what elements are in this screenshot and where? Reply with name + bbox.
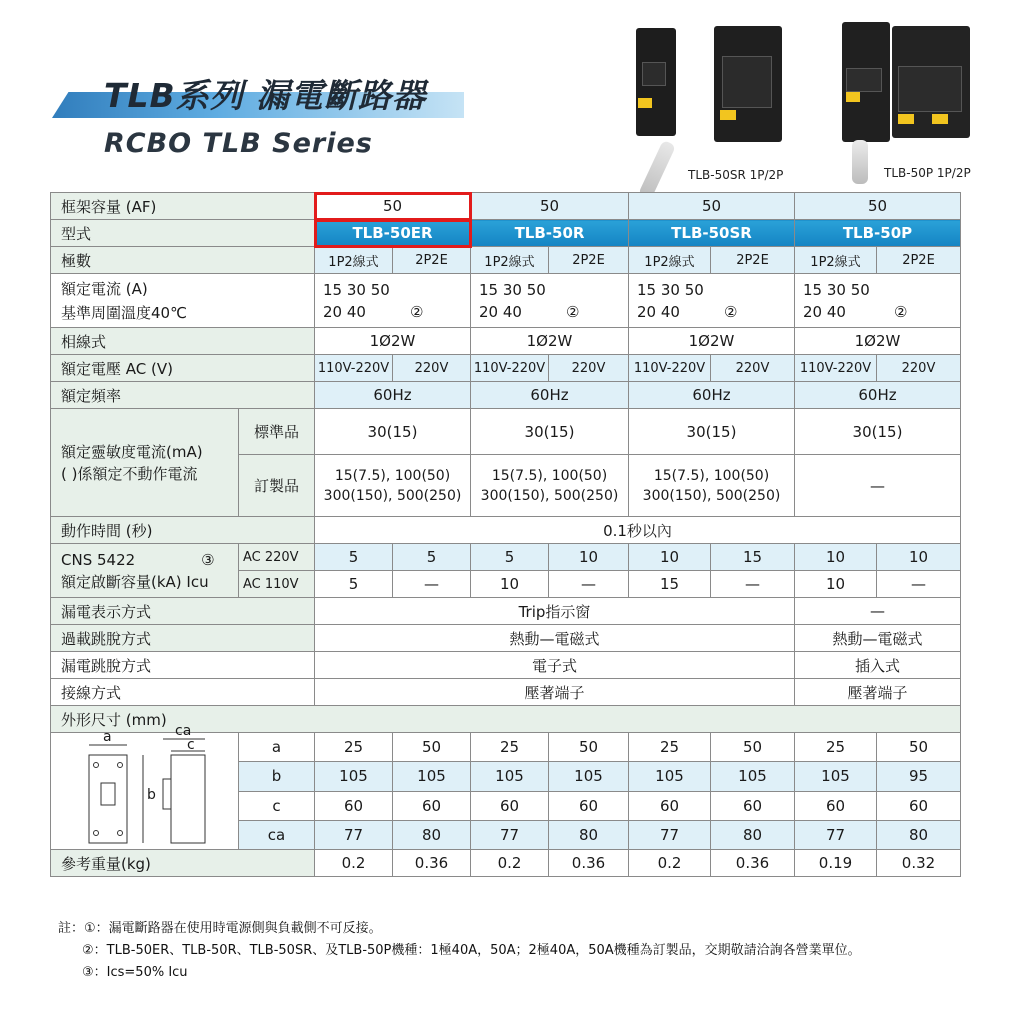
dim-label: 外形尺寸 (mm) (51, 706, 961, 733)
dim-a-value: 25 (629, 733, 711, 762)
poles-label: 極數 (51, 247, 315, 274)
voltage-2p: 220V (549, 355, 629, 382)
row-frame (51, 193, 961, 220)
model-p: TLB-50P (795, 220, 961, 247)
dim-a-value: 50 (711, 733, 795, 762)
dim-a-value: 50 (393, 733, 471, 762)
dim-ca-value: 80 (711, 820, 795, 849)
ac110-value: 10 (471, 571, 549, 598)
pole-2p: 2P2E (393, 247, 471, 274)
ac110-label: AC 110V (239, 571, 315, 598)
frame-value-er: 50 (315, 193, 471, 220)
dim-b-value: 95 (877, 762, 961, 791)
voltage-label: 額定電壓 AC (V) (51, 355, 315, 382)
model-er: TLB-50ER (315, 220, 471, 247)
dim-b-value: 105 (549, 762, 629, 791)
sens-custom-line1: 15(7.5), 100(50) (491, 467, 608, 484)
sens-custom-line2: 300(150), 500(250) (480, 487, 619, 504)
current-values-line1: 15 30 50 (479, 280, 546, 299)
voltage-1p: 110V-220V (471, 355, 549, 382)
page-subtitle: RCBO TLB Series (104, 128, 373, 159)
row-indicator (51, 598, 961, 625)
weight-value: 0.36 (711, 850, 795, 877)
dim-c-value: 60 (315, 791, 393, 820)
dim-c-value: 60 (711, 791, 795, 820)
dim-ca-value: 77 (471, 820, 549, 849)
ac110-value: 10 (795, 571, 877, 598)
dim-a-value: 50 (549, 733, 629, 762)
row-overload (51, 625, 961, 652)
dim-a-value: 25 (471, 733, 549, 762)
page-title: TLB系列 漏電斷路器 (104, 76, 427, 115)
current-label: 額定電流 (A) (61, 279, 148, 298)
freq-value: 60Hz (795, 382, 961, 409)
row-frequency (51, 382, 961, 409)
dim-b-value: 105 (795, 762, 877, 791)
sens-custom-none: — (795, 455, 961, 517)
current-temp-label: 基準周圍溫度40℃ (61, 303, 187, 322)
current-values-line1: 15 30 50 (803, 280, 870, 299)
dim-c-value: 60 (393, 791, 471, 820)
dim-a-value: 25 (795, 733, 877, 762)
weight-value: 0.2 (315, 850, 393, 877)
current-values-line2: 20 40 (637, 302, 680, 321)
row-sens-std (51, 409, 961, 455)
sens-std-value: 30(15) (315, 409, 471, 455)
row-weight (51, 850, 961, 877)
time-label: 動作時間 (秒) (51, 517, 315, 544)
voltage-1p: 110V-220V (629, 355, 711, 382)
ac220-value: 10 (795, 544, 877, 571)
voltage-2p: 220V (877, 355, 961, 382)
dim-c-value: 60 (549, 791, 629, 820)
model-r: TLB-50R (471, 220, 629, 247)
row-wiring (51, 679, 961, 706)
phase-value: 1Ø2W (629, 328, 795, 355)
wiring-value: 壓著端子 (315, 679, 795, 706)
dim-c-value: 60 (629, 791, 711, 820)
phase-label: 相線式 (51, 328, 315, 355)
sens-std-value: 30(15) (471, 409, 629, 455)
phase-value: 1Ø2W (471, 328, 629, 355)
overload-value-p: 熱動—電磁式 (795, 625, 961, 652)
product-image-50p-1p (842, 22, 890, 142)
dim-ca-value: 80 (393, 820, 471, 849)
leak-trip-value: 電子式 (315, 652, 795, 679)
pole-2p: 2P2E (877, 247, 961, 274)
ac110-value: — (877, 571, 961, 598)
voltage-1p: 110V-220V (795, 355, 877, 382)
dim-key-ca: ca (239, 820, 315, 849)
dim-ca-value: 77 (629, 820, 711, 849)
ac220-value: 15 (711, 544, 795, 571)
frame-label: 框架容量 (AF) (51, 193, 315, 220)
leak-trip-value-p: 插入式 (795, 652, 961, 679)
dim-key-a: a (239, 733, 315, 762)
pole-1p: 1P2線式 (795, 247, 877, 274)
sens-custom-line2: 300(150), 500(250) (323, 487, 462, 504)
figure-label-ca: ca (175, 723, 192, 739)
figure-label-a: a (103, 729, 112, 745)
sens-label: 額定靈敏度電流(mA) (61, 442, 203, 461)
row-model (51, 220, 961, 247)
ac220-value: 10 (549, 544, 629, 571)
sens-custom-line2: 300(150), 500(250) (642, 487, 781, 504)
frame-value-r: 50 (471, 193, 629, 220)
ac220-value: 5 (471, 544, 549, 571)
row-poles (51, 247, 961, 274)
phase-value: 1Ø2W (795, 328, 961, 355)
indicator-none: — (795, 598, 961, 625)
dim-a-value: 25 (315, 733, 393, 762)
note-1: 註：①：漏電斷路器在使用時電源側與負載側不可反接。 (58, 921, 382, 936)
dimension-figure (51, 723, 239, 850)
model-label: 型式 (51, 220, 315, 247)
overload-value: 熱動—電磁式 (315, 625, 795, 652)
ac110-value: 5 (315, 571, 393, 598)
note-ref-3: ③ (201, 550, 215, 569)
row-time (51, 517, 961, 544)
dim-b-value: 105 (393, 762, 471, 791)
weight-value: 0.2 (629, 850, 711, 877)
weight-value: 0.36 (549, 850, 629, 877)
note-ref-2: ② (893, 302, 908, 321)
note-ref-2: ② (409, 302, 424, 321)
pole-1p: 1P2線式 (629, 247, 711, 274)
dim-c-value: 60 (877, 791, 961, 820)
dim-key-b: b (239, 762, 315, 791)
current-values-line2: 20 40 (323, 302, 366, 321)
product-label-50sr: TLB-50SR 1P/2P (688, 168, 784, 182)
ac110-value: — (711, 571, 795, 598)
frame-value-sr: 50 (629, 193, 795, 220)
sens-std-label: 標準品 (239, 409, 315, 455)
note-2: ②：TLB-50ER、TLB-50R、TLB-50SR、及TLB-50P機種：1極40A，50A；2極40A，50A機種為訂製品，交期敬請洽詢各營業單位。 (82, 943, 861, 958)
ac220-value: 10 (877, 544, 961, 571)
sens-custom-label: 訂製品 (239, 455, 315, 517)
row-voltage (51, 355, 961, 382)
voltage-2p: 220V (711, 355, 795, 382)
freq-value: 60Hz (315, 382, 471, 409)
pole-2p: 2P2E (711, 247, 795, 274)
ac220-value: 5 (315, 544, 393, 571)
weight-label: 參考重量(kg) (51, 850, 315, 877)
figure-label-b: b (147, 787, 156, 803)
row-phase (51, 328, 961, 355)
ac110-value: — (549, 571, 629, 598)
current-values-line1: 15 30 50 (637, 280, 704, 299)
dim-c-value: 60 (795, 791, 877, 820)
wiring-label: 接線方式 (51, 679, 315, 706)
overload-label: 過載跳脫方式 (51, 625, 315, 652)
sens-custom-line1: 15(7.5), 100(50) (334, 467, 451, 484)
ac220-value: 10 (629, 544, 711, 571)
weight-value: 0.32 (877, 850, 961, 877)
pole-2p: 2P2E (549, 247, 629, 274)
frame-value-p: 50 (795, 193, 961, 220)
leak-trip-label: 漏電跳脫方式 (51, 652, 315, 679)
product-image-2p (714, 26, 782, 142)
ac220-label: AC 220V (239, 544, 315, 571)
time-value: 0.1秒以內 (315, 517, 961, 544)
dim-ca-value: 80 (549, 820, 629, 849)
pole-1p: 1P2線式 (471, 247, 549, 274)
row-cns-220 (51, 544, 961, 571)
freq-value: 60Hz (471, 382, 629, 409)
sens-note-label: ( )係額定不動作電流 (61, 464, 198, 483)
dim-ca-value: 77 (795, 820, 877, 849)
model-sr: TLB-50SR (629, 220, 795, 247)
voltage-1p: 110V-220V (315, 355, 393, 382)
row-current (51, 274, 961, 328)
sens-std-value: 30(15) (795, 409, 961, 455)
current-values-line1: 15 30 50 (323, 280, 390, 299)
dimension-drawing (51, 733, 237, 849)
weight-value: 0.19 (795, 850, 877, 877)
dim-b-value: 105 (315, 762, 393, 791)
wiring-value-p: 壓著端子 (795, 679, 961, 706)
spec-table (50, 192, 961, 877)
pole-1p: 1P2線式 (315, 247, 393, 274)
dim-b-value: 105 (629, 762, 711, 791)
cns-capacity-label: 額定啟斷容量(kA) Icu (61, 572, 209, 591)
phase-value: 1Ø2W (315, 328, 471, 355)
cns-label: CNS 5422 (61, 550, 136, 569)
figure-label-c: c (187, 737, 195, 753)
note-ref-2: ② (565, 302, 580, 321)
indicator-label: 漏電表示方式 (51, 598, 315, 625)
dim-b-value: 105 (471, 762, 549, 791)
current-values-line2: 20 40 (479, 302, 522, 321)
ac110-value: — (393, 571, 471, 598)
dim-a-value: 50 (877, 733, 961, 762)
sens-std-value: 30(15) (629, 409, 795, 455)
dim-key-c: c (239, 791, 315, 820)
indicator-value: Trip指示窗 (315, 598, 795, 625)
row-dim-a (51, 733, 961, 762)
dim-c-value: 60 (471, 791, 549, 820)
footnotes (58, 918, 861, 984)
voltage-2p: 220V (393, 355, 471, 382)
product-image-50p-2p (892, 26, 970, 138)
dim-ca-value: 80 (877, 820, 961, 849)
current-values-line2: 20 40 (803, 302, 846, 321)
freq-label: 額定頻率 (51, 382, 315, 409)
sens-custom-line1: 15(7.5), 100(50) (653, 467, 770, 484)
weight-value: 0.36 (393, 850, 471, 877)
weight-value: 0.2 (471, 850, 549, 877)
ac110-value: 15 (629, 571, 711, 598)
freq-value: 60Hz (629, 382, 795, 409)
note-ref-2: ② (723, 302, 738, 321)
product-image-1p (636, 28, 676, 136)
row-leak-trip (51, 652, 961, 679)
product-label-50p: TLB-50P 1P/2P (884, 166, 971, 180)
dim-ca-value: 77 (315, 820, 393, 849)
note-3: ③：Ics=50% Icu (82, 965, 188, 980)
dim-b-value: 105 (711, 762, 795, 791)
ac220-value: 5 (393, 544, 471, 571)
